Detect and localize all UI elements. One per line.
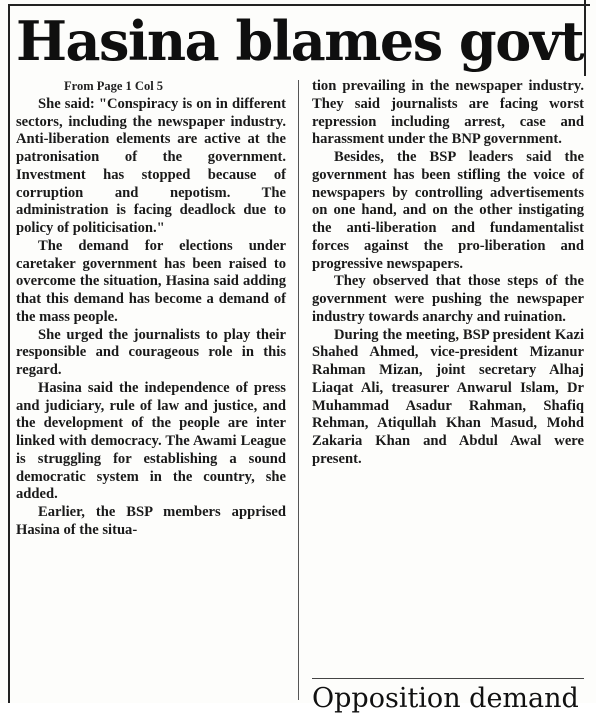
right-border-rule: [584, 0, 586, 76]
paragraph: The demand for elections under caretaker government has been raised to overcome the situation, Hasina said adding that this demand has become a demand of the mass people.: [16, 237, 286, 325]
right-text-column: [312, 78, 584, 469]
article-headline: Hasina blames govt: [16, 9, 584, 73]
column-divider: [298, 80, 299, 700]
jump-line: From Page 1 Col 5: [64, 79, 164, 93]
paragraph-continuation: tion prevailing in the newspaper industry. They said journalists are facing worst repression including arrest, case and harassment under the BNP government.: [312, 78, 584, 148]
paragraph: Earlier, the BSP members apprised Hasina of the situa-: [16, 504, 286, 538]
paragraph: During the meeting, BSP president Kazi Shahed Ahmed, vice-president Mizanur Rahman Mizan, joint secretary Alhaj Liaqat Ali, treasurer Anwarul Islam, Dr Muhammad Asadur Rahman, Shafiq Rehman, Atiqullah Khan Masud, Mohd Zakaria Khan and Abdul Awal were present.: [312, 326, 584, 467]
paragraph: Besides, the BSP leaders said the government has been stifling the voice of newspapers by controlling advertisements on one hand, and on the other instigating the anti-liberation and fundamentalist forces against the pro-liberation and progressive newspapers.: [312, 149, 584, 272]
left-border-rule: [8, 4, 10, 703]
paragraph: She said: "Conspiracy is on in different sectors, including the newspaper industry. Anti-liberation elements are active at the patronisation of the government. Investment has stopped because of corruption and nepotism. The administration is facing deadlock due to policy of politicisation.": [16, 95, 286, 236]
next-article-rule: [312, 678, 584, 679]
paragraph: They observed that those steps of the government were pushing the newspaper industry towards anarchy and ruination.: [312, 273, 584, 325]
left-text-column: [16, 78, 286, 540]
paragraph: She urged the journalists to play their responsible and courageous role in this regard.: [16, 326, 286, 378]
next-article-headline: Opposition demand: [312, 683, 579, 714]
paragraph: Hasina said the independence of press and judiciary, rule of law and justice, and the development of the people are inter linked with democracy. The Awami League is struggling for establishing a sound democratic system in the country, she added.: [16, 379, 286, 503]
